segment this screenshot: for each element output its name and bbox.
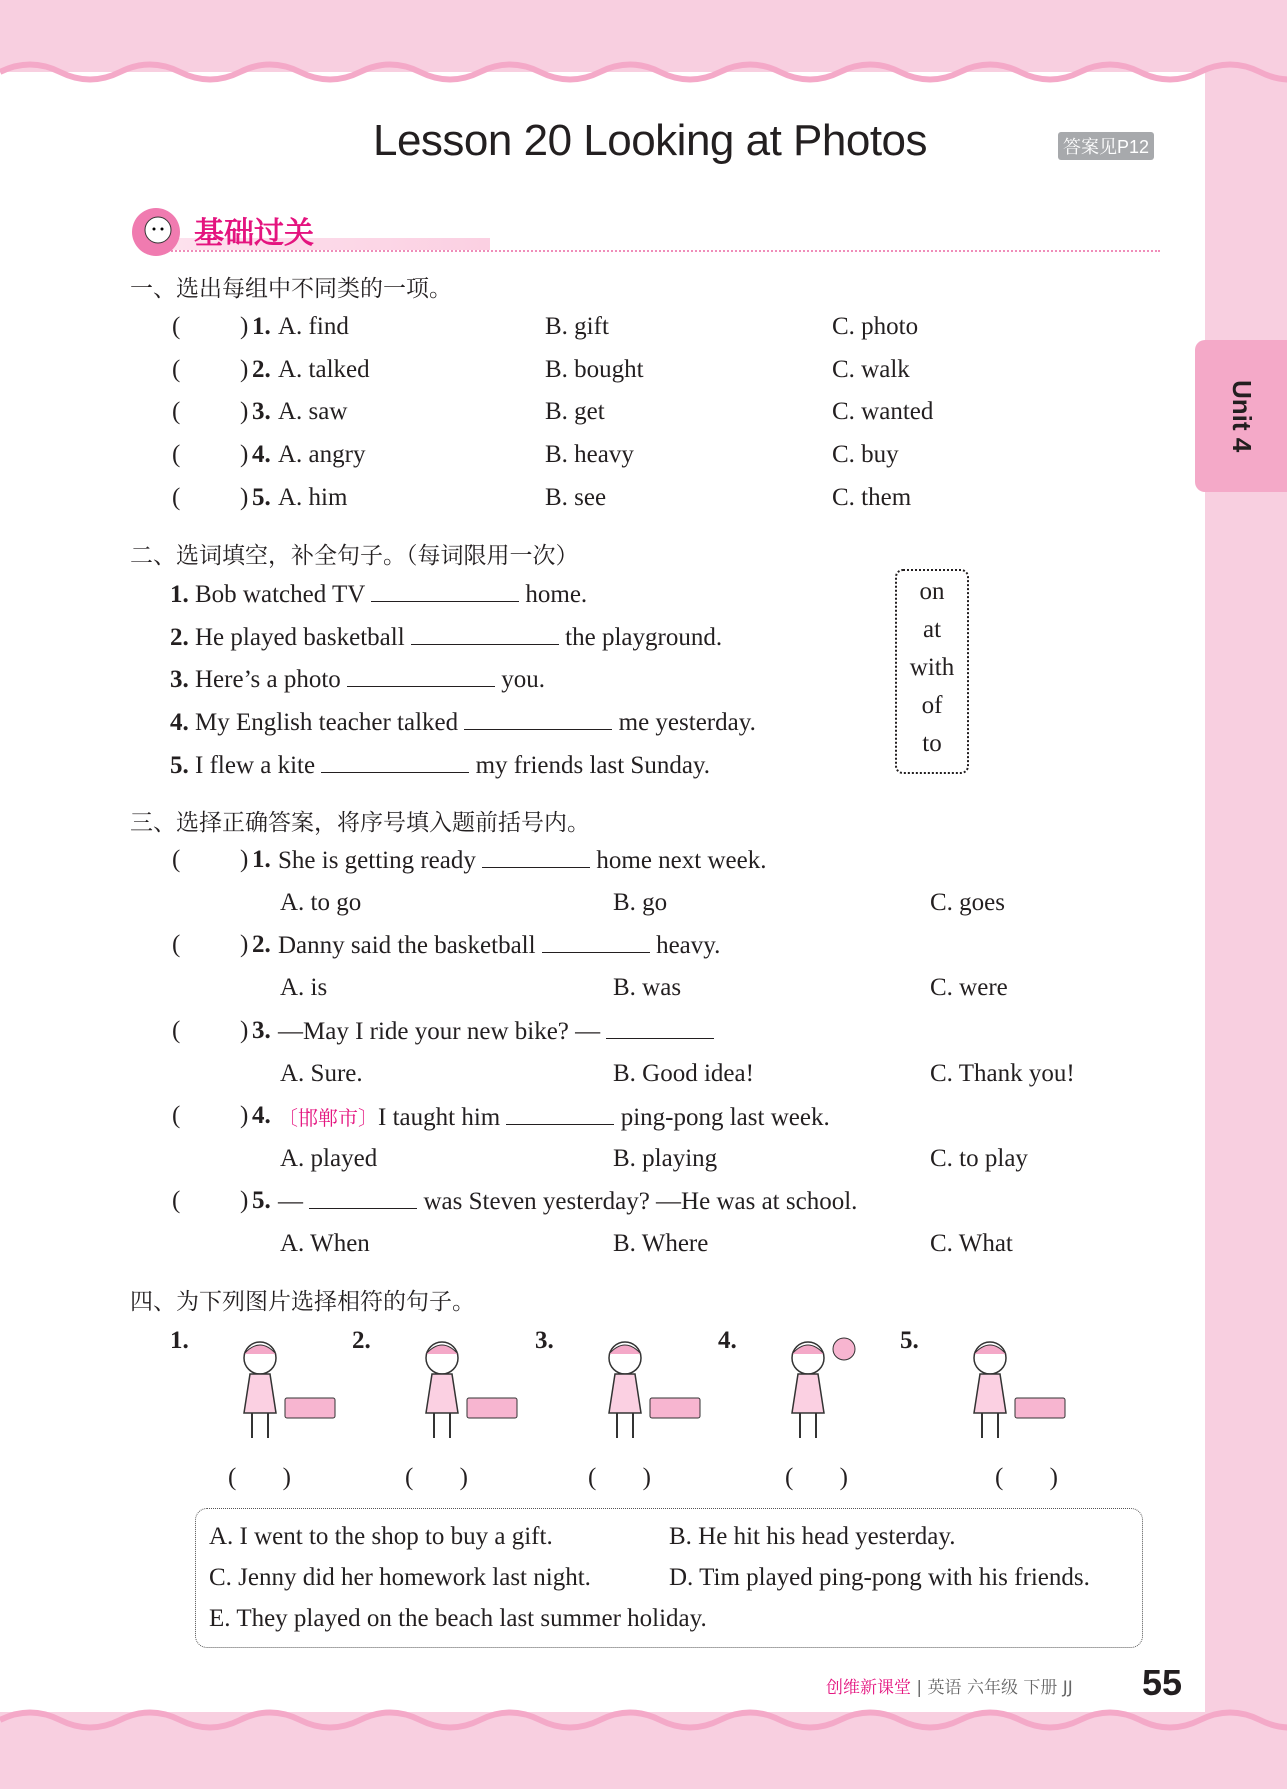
bottom-wave-border — [0, 1700, 1287, 1740]
choice-a: A. played — [280, 1144, 378, 1172]
blank-input[interactable] — [309, 1187, 417, 1209]
question-number: 3. — [252, 1016, 271, 1044]
sentence-end: you. — [501, 666, 546, 694]
question-number: 1. — [170, 581, 189, 608]
section4-heading: 四、为下列图片选择相符的句子。 — [130, 1289, 475, 1315]
choice-b: B. Where — [613, 1230, 709, 1258]
picture-number: 3. — [535, 1327, 554, 1354]
section-banner-label: 基础过关 — [194, 216, 314, 251]
option-b: B. He hit his head yesterday. — [669, 1523, 956, 1550]
page-title: Lesson 20 Looking at Photos — [372, 116, 928, 165]
word-option: of — [921, 692, 943, 719]
picture-number: 5. — [900, 1327, 919, 1354]
question-number: 1. — [252, 846, 271, 873]
question-number: 2. — [252, 355, 271, 383]
question-number: 1. — [252, 313, 271, 340]
choice-c: C. were — [930, 974, 1008, 1002]
blank-input[interactable] — [506, 1103, 614, 1125]
sentence-end: home. — [525, 581, 588, 608]
answer-bracket-close: ) — [240, 441, 249, 469]
question-number: 2. — [252, 931, 271, 959]
blank-input[interactable] — [411, 623, 559, 645]
answer-bracket-close: ) — [240, 1016, 249, 1044]
question-start: —May I ride your new bike? — — [278, 1017, 601, 1045]
answer-bracket[interactable]: ( — [172, 1101, 181, 1129]
question-text — [278, 1187, 857, 1216]
choice-c: C. goes — [930, 889, 1005, 916]
answer-bracket[interactable]: ( ) — [405, 1464, 468, 1491]
illustration-picture — [758, 1328, 888, 1453]
choice-a: A. Sure. — [280, 1059, 363, 1087]
answer-bracket[interactable]: ( — [172, 313, 181, 340]
choice-b: B. see — [545, 483, 607, 511]
answer-bracket[interactable]: ( — [172, 483, 181, 511]
choice-a: A. him — [278, 483, 348, 511]
question-text — [278, 846, 766, 875]
choice-c: C. buy — [832, 441, 899, 469]
option-d: D. Tim played ping-pong with his friends. — [669, 1564, 1090, 1591]
illustration-picture — [210, 1328, 340, 1453]
fill-sentence — [170, 751, 710, 780]
choice-b: B. go — [613, 889, 668, 916]
answer-bracket[interactable]: ( ) — [995, 1464, 1058, 1491]
choice-b: B. gift — [545, 313, 609, 340]
question-number: 2. — [170, 623, 189, 651]
option-e: E. They played on the beach last summer holiday. — [209, 1605, 707, 1632]
option-c: C. Jenny did her homework last night. — [209, 1564, 591, 1591]
blank-input[interactable] — [347, 665, 495, 687]
picture-number: 4. — [718, 1327, 737, 1354]
answer-bracket-close: ) — [240, 313, 249, 340]
answer-bracket-close: ) — [240, 398, 249, 426]
answer-bracket[interactable]: ( ) — [785, 1464, 848, 1491]
answer-reference-badge: 答案见P12 — [1058, 132, 1154, 160]
choice-b: B. heavy — [545, 441, 634, 469]
question-number: 5. — [252, 1187, 271, 1215]
word-option: to — [922, 730, 942, 757]
answer-bracket[interactable]: ( — [172, 441, 181, 469]
section2-heading: 二、选词填空，补全句子。（每词限用一次） — [130, 543, 579, 569]
answer-bracket[interactable]: ( — [172, 931, 181, 959]
choice-c: C. wanted — [832, 398, 934, 426]
choice-c: C. photo — [832, 313, 919, 340]
sentence-options-box — [195, 1508, 1143, 1648]
sentence-end: my friends last Sunday. — [475, 751, 711, 779]
answer-bracket-close: ) — [240, 846, 249, 873]
question-text — [278, 931, 720, 960]
word-option: on — [919, 578, 945, 605]
sentence-start: Here’s a photo — [195, 666, 341, 694]
choice-a: A. talked — [278, 355, 370, 383]
answer-bracket[interactable]: ( — [172, 1016, 181, 1044]
picture-number: 1. — [170, 1327, 189, 1354]
word-option: at — [922, 616, 942, 643]
sentence-start: He played basketball — [195, 623, 405, 651]
question-start: She is getting ready — [278, 847, 476, 874]
sentence-start: Bob watched TV — [195, 581, 365, 608]
question-end: was Steven yesterday? —He was at school. — [423, 1188, 858, 1216]
answer-bracket-close: ) — [240, 931, 249, 959]
footer-book: 英语 六年级 下册 JJ — [927, 1678, 1073, 1698]
girl-mascot-icon — [130, 206, 182, 258]
sentence-end: the playground. — [565, 623, 723, 651]
page-number: 55 — [1142, 1662, 1183, 1703]
answer-bracket[interactable]: ( — [172, 846, 181, 873]
question-number: 4. — [252, 441, 271, 469]
choice-c: C. them — [832, 483, 912, 511]
choice-b: B. playing — [613, 1144, 718, 1172]
choice-c: C. walk — [832, 355, 910, 383]
answer-bracket-close: ) — [240, 1187, 249, 1215]
region-tag: 〔邯郸市〕 — [278, 1105, 378, 1130]
question-text — [278, 1017, 714, 1046]
fill-sentence — [170, 665, 545, 694]
word-bank — [895, 569, 969, 774]
question-number: 3. — [252, 398, 271, 426]
fill-sentence — [170, 580, 587, 609]
sentence-end: me yesterday. — [618, 709, 756, 737]
choice-b: B. was — [613, 974, 682, 1002]
question-text — [278, 1102, 830, 1132]
blank-input[interactable] — [321, 751, 469, 773]
choice-c: C. What — [930, 1230, 1013, 1258]
footer-info: 创维新课堂 | 英语 六年级 下册 JJ — [826, 1678, 1073, 1698]
illustration-picture — [575, 1328, 705, 1453]
choice-a: A. find — [278, 313, 349, 340]
answer-bracket[interactable]: ( ) — [228, 1464, 291, 1491]
unit-label: Unit 4 — [1227, 380, 1257, 453]
blank-input[interactable] — [464, 708, 612, 730]
answer-bracket[interactable]: ( ) — [588, 1464, 651, 1491]
choice-a: A. angry — [278, 441, 366, 469]
choice-a: A. When — [280, 1230, 370, 1258]
question-start: — — [278, 1188, 303, 1216]
answer-bracket-close: ) — [240, 355, 249, 383]
top-wave-border — [0, 52, 1287, 92]
answer-bracket-close: ) — [240, 483, 249, 511]
fill-sentence — [170, 708, 756, 737]
unit-side-tab — [1195, 340, 1287, 492]
choice-c: C. Thank you! — [930, 1059, 1075, 1087]
choice-b: B. Good idea! — [613, 1059, 754, 1087]
footer-brand: 创维新课堂 — [826, 1678, 911, 1698]
question-end: ping-pong last week. — [620, 1103, 830, 1131]
question-number: 3. — [170, 666, 189, 694]
blank-input[interactable] — [606, 1017, 714, 1039]
illustration-picture — [940, 1328, 1070, 1453]
blank-input[interactable] — [482, 846, 590, 868]
question-start: Danny said the basketball — [278, 932, 536, 960]
answer-bracket[interactable]: ( — [172, 1187, 181, 1215]
question-start: I taught him — [378, 1103, 501, 1131]
fill-sentence — [170, 623, 722, 652]
question-number: 5. — [252, 483, 271, 511]
section1-heading: 一、选出每组中不同类的一项。 — [130, 276, 452, 302]
question-number: 4. — [252, 1101, 271, 1129]
question-end: heavy. — [656, 932, 721, 960]
blank-input[interactable] — [371, 580, 519, 602]
sentence-start: My English teacher talked — [195, 709, 459, 737]
question-end: home next week. — [596, 847, 767, 874]
sentence-start: I flew a kite — [195, 751, 316, 779]
answer-bracket[interactable]: ( — [172, 398, 181, 426]
choice-a: A. saw — [278, 398, 348, 426]
choice-b: B. get — [545, 398, 605, 426]
choice-c: C. to play — [930, 1144, 1028, 1172]
question-number: 4. — [170, 709, 189, 737]
picture-number: 2. — [352, 1327, 371, 1354]
answer-bracket[interactable]: ( — [172, 355, 181, 383]
word-option: with — [909, 654, 955, 681]
choice-a: A. to go — [280, 889, 362, 916]
choice-a: A. is — [280, 974, 328, 1002]
answer-bracket-close: ) — [240, 1101, 249, 1129]
question-number: 5. — [170, 751, 189, 779]
blank-input[interactable] — [542, 931, 650, 953]
choice-b: B. bought — [545, 355, 644, 383]
illustration-picture — [392, 1328, 522, 1453]
option-a: A. I went to the shop to buy a gift. — [209, 1523, 553, 1550]
section-banner — [130, 206, 1165, 254]
section3-heading: 三、选择正确答案，将序号填入题前括号内。 — [130, 810, 590, 836]
